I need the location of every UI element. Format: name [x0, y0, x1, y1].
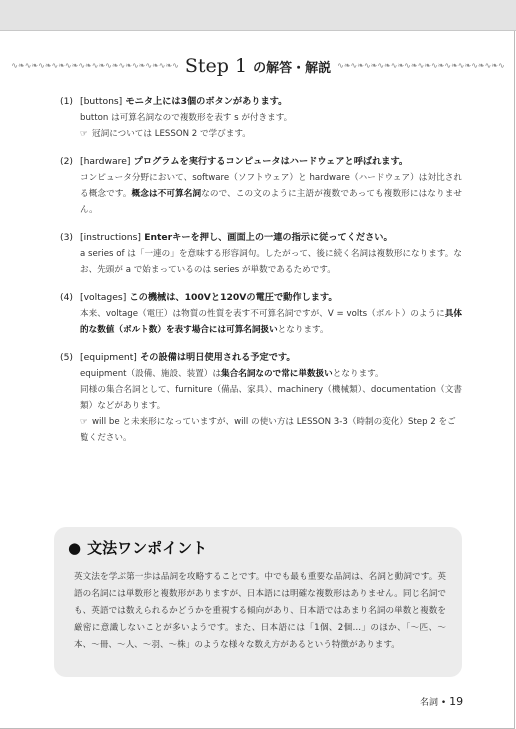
explanation — [60, 306, 462, 338]
pointing-hand-icon: ☞ — [80, 129, 88, 139]
footer-separator: • — [440, 698, 447, 708]
item-number: (1) — [60, 96, 74, 107]
explanation: button は可算名詞なので複数形を表す s が付きます。 — [80, 113, 293, 123]
box-body: 英文法を学ぶ第一歩は品詞を攻略することです。中でも最も重要な品詞は、名詞と動詞です。英語の名詞には単数形と複数形がありますが、日本語には明確な複数形はありません。同じ名詞でも、英語では数えられるかどうかを重視する傾向があり、日本語ではあまり名詞の単数と複数を厳密に意識しないことが多いようです。また、日本語には「1個、2個…」のほか、「～匹、～本、～冊、～人、～羽、～株」のような様々な数え方があるという特徴があります。 — [74, 572, 446, 650]
title-suffix: の解答・解説 — [253, 61, 332, 76]
page-footer — [420, 695, 463, 708]
page-number: 19 — [449, 695, 464, 708]
translation: モニタ上には3個のボタンがあります。 — [125, 96, 288, 107]
ornament-right-icon: ∿❧∿❧∿❧∿❧∿❧∿❧∿❧∿❧∿❧∿❧∿❧∿❧∿ — [337, 61, 505, 70]
reference-note — [60, 414, 462, 446]
question-line — [60, 94, 462, 110]
box-title-text: 文法ワンポイント — [87, 539, 208, 557]
question-line — [60, 350, 462, 366]
explanation-text: コンピュータ分野において、software（ソフトウェア）と hardware（ハードウェア）は対比される概念です。 — [80, 173, 462, 199]
answer-key: [hardware] — [80, 156, 131, 167]
answer-item-4 — [60, 290, 462, 338]
explanation-extra: 同様の集合名詞として、furniture（備品、家具）、machinery（機械類）、documentation（文書類）などがあります。 — [80, 385, 462, 411]
translation: この機械は、100Vと120Vの電圧で動作します。 — [129, 292, 338, 303]
translation: Enterキーを押し、画面上の一連の指示に従ってください。 — [144, 232, 393, 243]
ornament-left-icon: ∿❧∿❧∿❧∿❧∿❧∿❧∿❧∿❧∿❧∿❧∿❧∿❧∿ — [11, 61, 179, 70]
section-name: 名詞 — [420, 698, 439, 708]
answer-list — [60, 94, 462, 458]
explanation-text: equipment（設備、施設、装置）は — [80, 369, 222, 379]
translation: その設備は明日使用される予定です。 — [140, 352, 296, 363]
explanation-emphasis: 集合名詞なので常に単数扱い — [221, 369, 333, 379]
item-number: (5) — [60, 352, 74, 363]
answer-item-2 — [60, 154, 462, 218]
explanation-text: となります。 — [332, 369, 384, 379]
translation: プログラムを実行するコンピュータはハードウェアと呼ばれます。 — [133, 156, 409, 167]
item-number: (4) — [60, 292, 74, 303]
note-text: will be と未来形になっていますが、will の使い方は LESSON 3-3（時制の変化）Step 2 をご覧ください。 — [80, 417, 456, 443]
answer-key: [equipment] — [80, 352, 137, 363]
explanation-emphasis: 概念は不可算名詞 — [131, 189, 202, 199]
answer-item-3 — [60, 230, 462, 278]
question-line — [60, 154, 462, 170]
box-title — [68, 537, 207, 558]
grammar-point-box — [54, 527, 462, 677]
item-number: (2) — [60, 156, 74, 167]
answer-item-5 — [60, 350, 462, 446]
page-title — [179, 55, 337, 77]
bullet-icon: ● — [68, 539, 82, 557]
explanation-text: となります。 — [277, 325, 329, 335]
title-step: Step 1 — [184, 55, 248, 77]
explanation-text: 本来、voltage（電圧）は物質の性質を表す不可算名詞ですが、V = volts（ボルト）のように — [80, 309, 445, 319]
answer-key: [buttons] — [80, 96, 123, 107]
item-number: (3) — [60, 232, 74, 243]
explanation: a series of は「一連の」を意味する形容詞句。したがって、後に続く名詞は複数形になります。なお、先頭が a で始まっているのは series が単数であるためです。 — [80, 249, 462, 275]
question-line — [60, 290, 462, 306]
answer-key: [voltages] — [80, 292, 127, 303]
explanation — [60, 366, 462, 382]
viewer-top-bar — [0, 0, 516, 31]
answer-key: [instructions] — [80, 232, 141, 243]
pointing-hand-icon: ☞ — [80, 417, 88, 427]
answer-item-1 — [60, 94, 462, 142]
reference-note — [60, 126, 462, 142]
section-heading — [11, 54, 505, 78]
note-text: 冠詞については LESSON 2 で学びます。 — [92, 129, 251, 139]
explanation — [60, 170, 462, 218]
explanation-emphasis: 具体的な数値（ボルト数）を表す場合には可算名詞扱い — [80, 309, 462, 335]
explanation-text: なので、この文のように主語が複数であっても複数形にはなりません。 — [80, 189, 462, 215]
question-line — [60, 230, 462, 246]
